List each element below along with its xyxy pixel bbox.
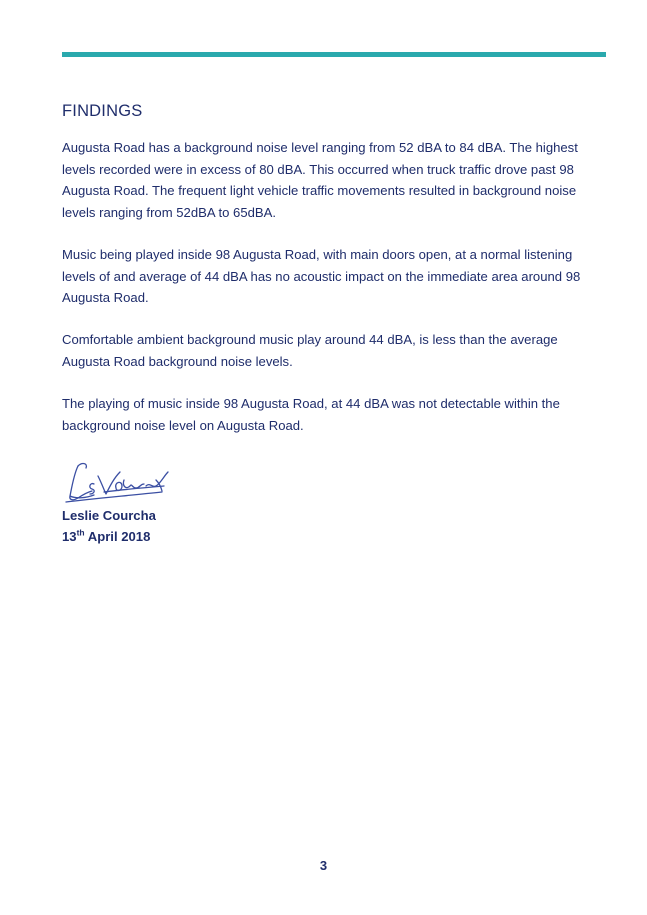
date-ordinal-suffix: th [76,527,85,538]
section-heading: FINDINGS [62,102,143,120]
findings-paragraph-3: Comfortable ambient background music play around 44 dBA, is less than the average Augusta Road background noise levels. [62,332,558,369]
date-day: 13 [62,529,77,544]
findings-paragraph-2: Music being played inside 98 Augusta Road, with main doors open, at a normal listening levels of and average of 44 dBA has no acoustic impact on the immediate area around 98 Augusta Road. [62,247,581,305]
signatory-name: Leslie Courcha [62,508,156,523]
handwritten-signature [64,458,172,506]
signature-date [62,529,150,544]
findings-paragraph-4: The playing of music inside 98 Augusta Road, at 44 dBA was not detectable within the background noise level on Augusta Road. [62,396,560,433]
page-number: 3 [319,858,328,873]
findings-paragraph-1: Augusta Road has a background noise level ranging from 52 dBA to 84 dBA. The highest levels recorded were in excess of 80 dBA. This occurred when truck traffic drove past 98 Augusta Road. The frequent light vehicle traffic movements resulted in background noise levels ranging from 52dBA to 65dBA. [62,140,578,220]
header-divider [62,52,606,57]
date-month-year: April 2018 [84,529,151,544]
